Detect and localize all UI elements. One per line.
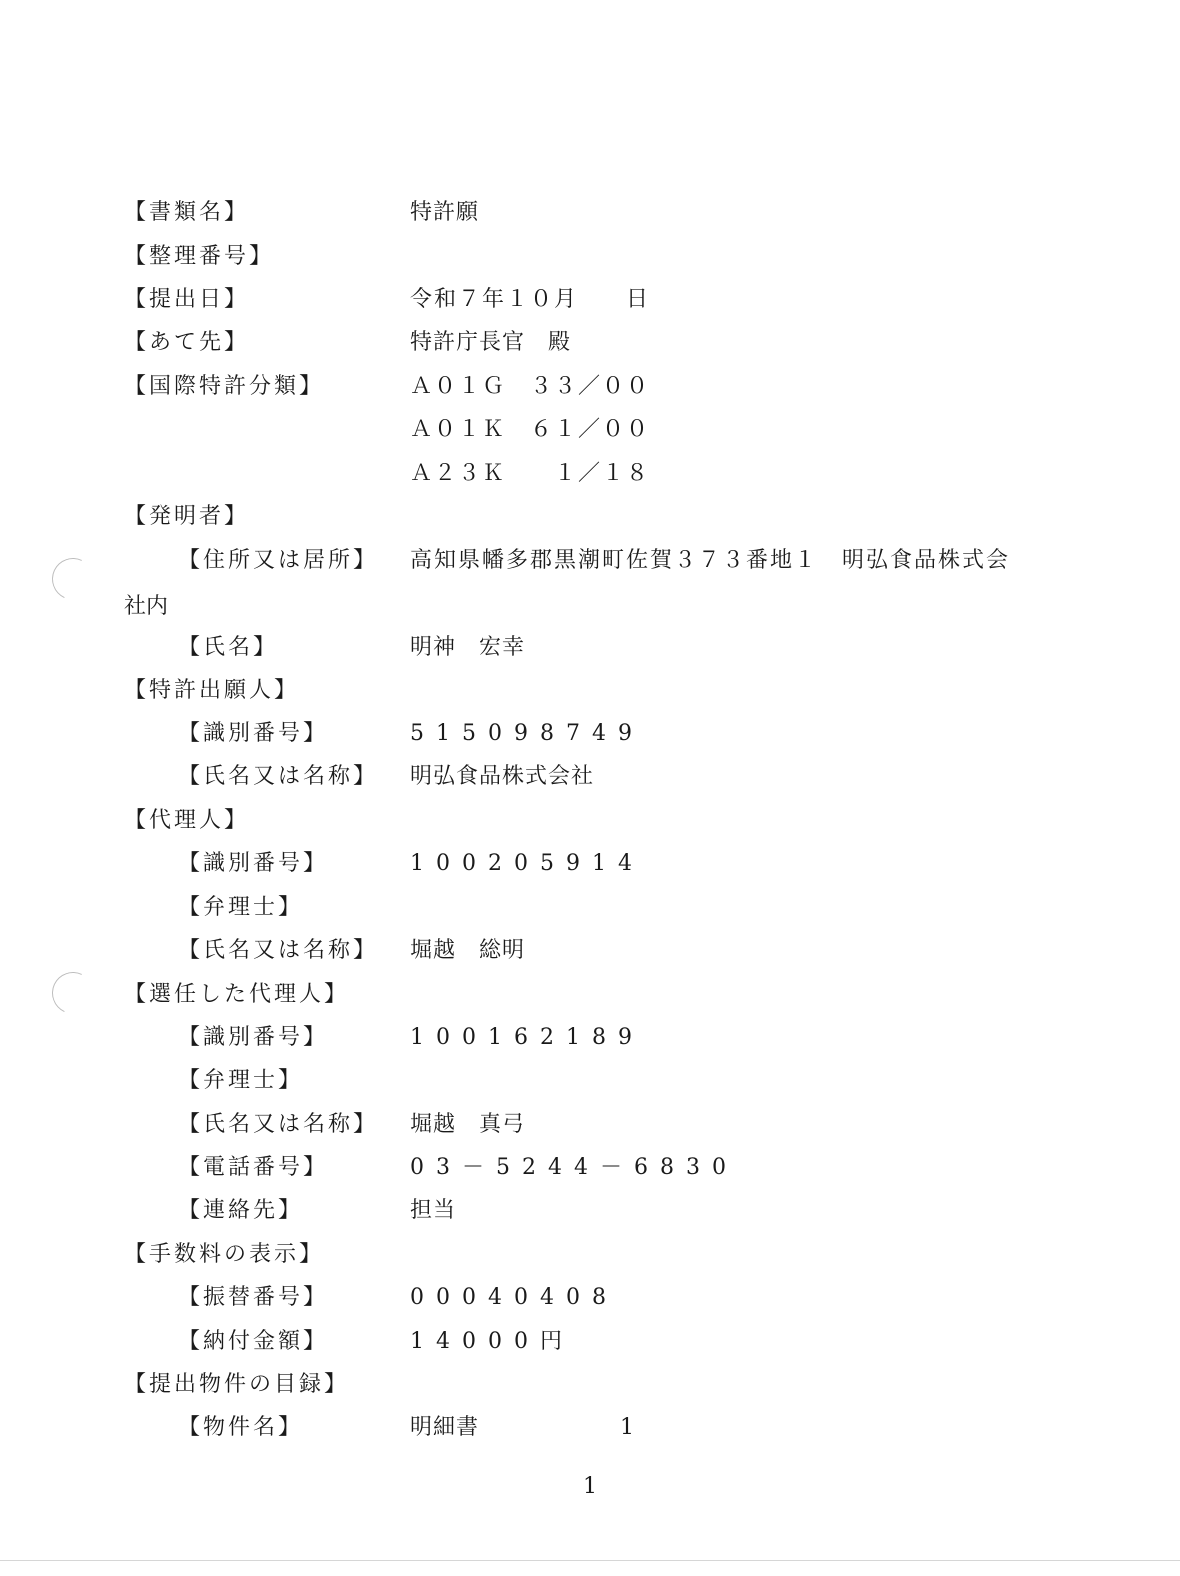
label: 【あて先】 [124, 330, 250, 355]
value: 明神 宏幸 [410, 635, 526, 660]
value: 明細書 [410, 1415, 480, 1440]
punch-hole-mark [46, 552, 100, 606]
value: 14000円 [410, 1329, 574, 1354]
label: 【氏名又は名称】 [178, 938, 379, 963]
label: 【連絡先】 [178, 1198, 304, 1223]
value: Ａ０１Ｋ ６１／００ [410, 417, 651, 442]
item-count: 1 [620, 1415, 634, 1440]
label: 【提出物件の目録】 [124, 1372, 350, 1397]
value: 515098749 [410, 721, 644, 746]
label: 【識別番号】 [178, 1025, 329, 1050]
punch-hole-mark [46, 966, 100, 1020]
label: 【発明者】 [124, 504, 250, 529]
label: 【氏名】 [178, 635, 279, 660]
label: 【代理人】 [124, 808, 250, 833]
value: 00040408 [410, 1285, 618, 1310]
label: 【提出日】 [124, 287, 250, 312]
label: 【振替番号】 [178, 1285, 329, 1310]
value: Ａ２３Ｋ １／１８ [410, 461, 651, 486]
address-continuation: 社内 [124, 594, 169, 619]
value: 03－5244－6830 [410, 1155, 738, 1180]
value: Ａ０１Ｇ ３３／００ [410, 374, 651, 399]
value: 堀越 真弓 [410, 1112, 526, 1137]
label: 【手数料の表示】 [124, 1242, 325, 1267]
label: 【選任した代理人】 [124, 982, 350, 1007]
label: 【整理番号】 [124, 244, 275, 269]
label: 【住所又は居所】 [178, 548, 379, 573]
value: 100162189 [410, 1025, 644, 1050]
label: 【電話番号】 [178, 1155, 329, 1180]
label: 【弁理士】 [178, 1068, 304, 1093]
label: 【氏名又は名称】 [178, 1112, 379, 1137]
label: 【特許出願人】 [124, 678, 300, 703]
label: 【書類名】 [124, 200, 250, 225]
value: 担当 [410, 1198, 457, 1223]
label: 【物件名】 [178, 1415, 304, 1440]
label: 【識別番号】 [178, 721, 329, 746]
value: 特許庁長官 殿 [410, 330, 572, 355]
value: 特許願 [410, 200, 480, 225]
value: 堀越 総明 [410, 938, 526, 963]
label: 【弁理士】 [178, 895, 304, 920]
page-number: 1 [583, 1474, 597, 1499]
value: 100205914 [410, 851, 644, 876]
label: 【国際特許分類】 [124, 374, 325, 399]
label: 【識別番号】 [178, 851, 329, 876]
value: 明弘食品株式会社 [410, 764, 595, 789]
value: 高知県幡多郡黒潮町佐賀３７３番地１ 明弘食品株式会 [410, 548, 1011, 573]
label: 【納付金額】 [178, 1329, 329, 1354]
scan-edge-line [0, 1560, 1180, 1561]
label: 【氏名又は名称】 [178, 764, 379, 789]
value: 令和７年１０月 日 [410, 287, 651, 312]
